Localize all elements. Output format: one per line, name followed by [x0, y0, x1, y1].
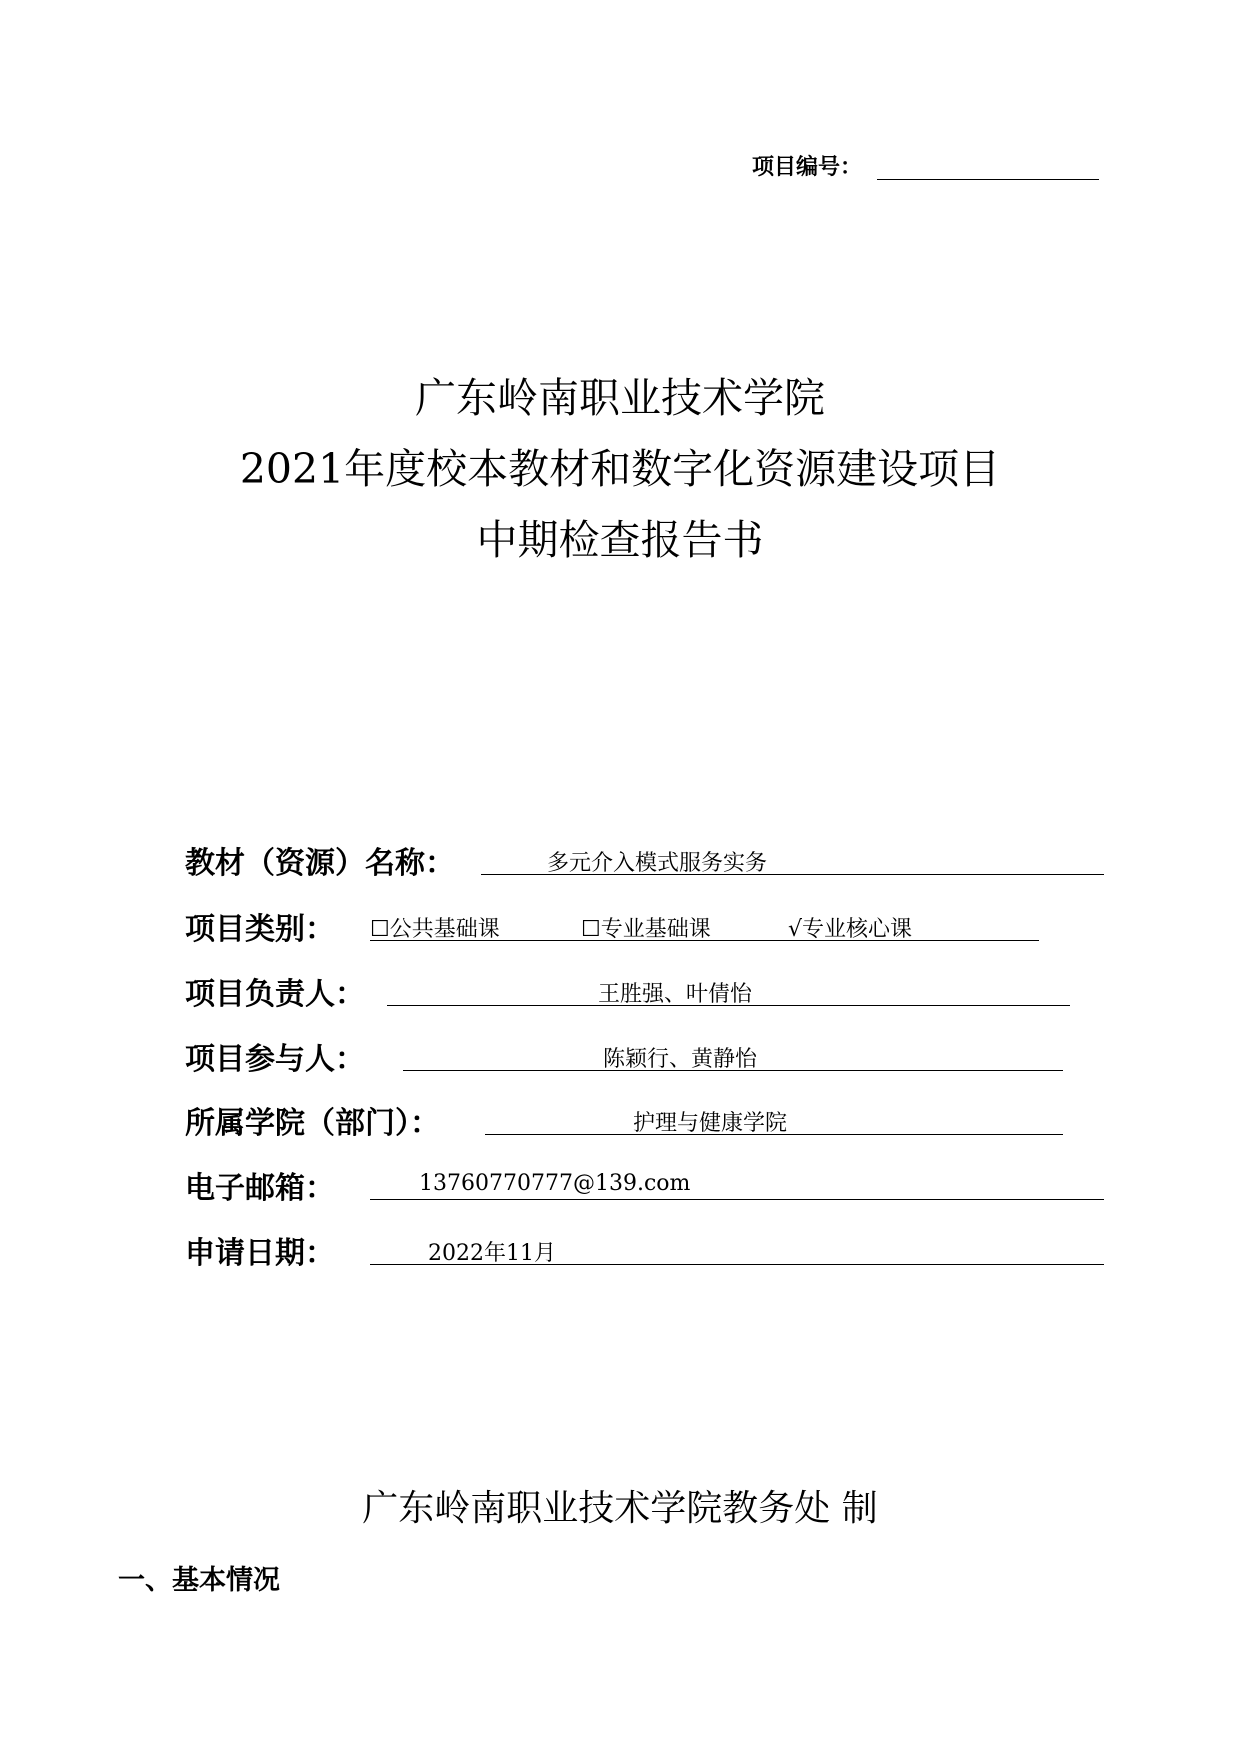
material-name-label: 教材（资源）名称：: [185, 846, 455, 881]
email-value: 13760770777@139.com: [419, 1171, 691, 1196]
email-label: 电子邮箱：: [185, 1171, 335, 1206]
title-line-3: 中期检查报告书: [476, 516, 764, 564]
participants-value: 陈颖行、黄静怡: [603, 1047, 758, 1072]
category-option-1[interactable]: [370, 912, 500, 943]
department-label: 所属学院（部门）：: [185, 1106, 440, 1141]
date-value: 2022年11月: [428, 1241, 556, 1266]
leader-value: 王胜强、叶倩怡: [598, 982, 753, 1007]
category-label: 项目类别：: [185, 912, 335, 947]
checkmark-icon: √: [788, 917, 803, 942]
leader-label: 项目负责人：: [185, 977, 365, 1012]
department-value: 护理与健康学院: [633, 1111, 788, 1136]
checkbox-icon: ☐: [581, 917, 601, 942]
project-number-field[interactable]: [877, 179, 1099, 180]
material-name-value: 多元介入模式服务实务: [547, 851, 768, 876]
category-option-1-label: 公共基础课: [389, 917, 500, 942]
category-option-3-label: 专业核心课: [802, 917, 913, 942]
participants-label: 项目参与人：: [185, 1042, 365, 1077]
date-label: 申请日期：: [185, 1236, 335, 1271]
checkbox-icon: ☐: [370, 917, 390, 942]
project-number-label: 项目编号：: [752, 155, 863, 180]
title-line-1: 广东岭南职业技术学院: [415, 374, 825, 422]
category-option-2-label: 专业基础课: [600, 917, 711, 942]
section-heading: 一、基本情况: [118, 1565, 280, 1596]
title-line-2: 2021年度校本教材和数字化资源建设项目: [239, 445, 1001, 493]
category-option-3[interactable]: [788, 912, 912, 943]
category-option-2[interactable]: [581, 912, 711, 943]
footer-organization: 广东岭南职业技术学院教务处 制: [362, 1488, 878, 1529]
